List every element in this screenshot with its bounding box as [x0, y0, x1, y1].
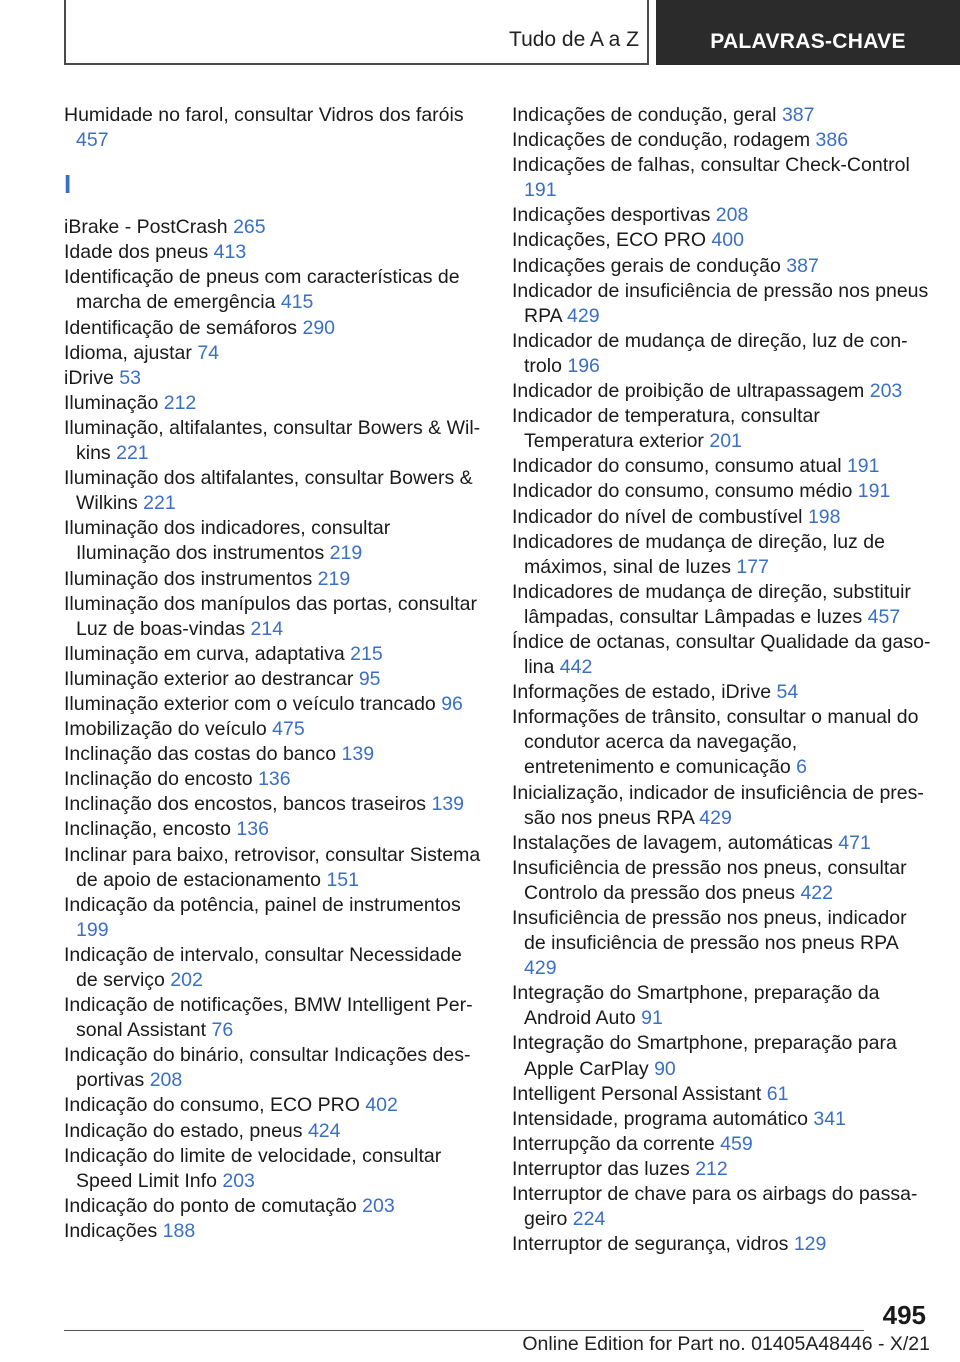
page-reference-link[interactable]: 402	[365, 1094, 398, 1117]
index-entry	[64, 516, 484, 566]
page-reference-link[interactable]: 413	[213, 241, 247, 264]
page-reference-link[interactable]: 196	[567, 354, 600, 377]
page-reference-link[interactable]: 387	[786, 254, 819, 277]
index-entry	[512, 781, 932, 831]
index-entry-text: iBrake - PostCrash	[64, 216, 228, 239]
page-reference-link[interactable]: 212	[695, 1157, 728, 1180]
index-entry	[64, 843, 484, 893]
index-entry-text: Inclinação das costas do banco	[64, 743, 337, 766]
index-entry	[64, 391, 484, 416]
index-entry	[64, 817, 484, 842]
index-entry	[64, 366, 484, 391]
page-reference-link[interactable]: 265	[233, 216, 266, 239]
index-entry-text: Indicador de mudança de direção, luz de controlo	[512, 329, 908, 377]
index-entry	[64, 1043, 484, 1093]
index-entry	[512, 1031, 932, 1081]
index-entry	[64, 1144, 484, 1194]
index-entry-text: Indicação do ponto de comutação	[64, 1194, 357, 1217]
index-entry	[512, 254, 932, 279]
page-reference-link[interactable]: 457	[76, 129, 109, 152]
page-reference-link[interactable]: 442	[559, 656, 593, 679]
page-reference-link[interactable]: 415	[280, 291, 314, 314]
index-entry-text: Interrupção da corrente	[512, 1132, 715, 1155]
index-entry	[512, 1157, 932, 1182]
index-entry-text: Imobilização do veículo	[64, 718, 267, 741]
page-reference-link[interactable]: 74	[197, 341, 220, 364]
page-reference-link[interactable]: 96	[441, 692, 463, 715]
page-reference-link[interactable]: 457	[867, 605, 901, 628]
page-reference-link[interactable]: 215	[350, 642, 383, 665]
index-entry	[64, 240, 484, 265]
index-entry	[512, 153, 932, 203]
index-entry-text: Indicadores de mudança de direção, luz de máximos, sinal de luzes	[512, 530, 885, 578]
page-reference-link[interactable]: 429	[524, 957, 557, 980]
page-reference-link[interactable]: 387	[781, 104, 815, 126]
index-entry-text: Iluminação dos manípulos das portas, consultar Luz de boas-vindas	[64, 592, 477, 640]
index-entry	[512, 831, 932, 856]
page-reference-link[interactable]: 177	[736, 555, 769, 578]
index-entry-text: Indicações, ECO PRO	[512, 229, 706, 252]
index-column-left	[64, 103, 484, 1244]
index-entry	[64, 943, 484, 993]
index-entry-text: Inicialização, indicador de insuficiência de pressão nos pneus RPA	[512, 781, 924, 829]
index-entry-text: Indicador do consumo, consumo médio	[512, 480, 853, 503]
index-entry-text: Indicador de temperatura, consultar Temperatura exterior	[512, 405, 820, 453]
page-reference-link[interactable]: 341	[813, 1107, 846, 1130]
index-entry-text: Indicador de proibição de ultrapassagem	[512, 380, 865, 403]
page-reference-link[interactable]: 76	[211, 1019, 234, 1042]
page-reference-link[interactable]: 151	[326, 868, 359, 891]
index-entry-text: Identificação de semáforos	[64, 316, 298, 339]
index-entry	[64, 667, 484, 692]
page-reference-link[interactable]: 61	[766, 1082, 789, 1105]
index-entry	[64, 567, 484, 592]
index-entry	[64, 341, 484, 366]
page-reference-link[interactable]: 214	[250, 617, 284, 640]
index-entry-text: Indicação da potência, painel de instrumentos	[64, 893, 461, 916]
page-reference-link[interactable]: 429	[699, 806, 732, 829]
index-entry-text: Intensidade, programa automático	[512, 1107, 808, 1130]
page-reference-link[interactable]: 191	[524, 179, 557, 202]
index-entry-text: Insuficiência de pressão nos pneus, indicador de insuficiência de pressão nos pneus RPA	[512, 907, 907, 955]
page-reference-link[interactable]: 400	[711, 229, 744, 252]
page-reference-link[interactable]: 459	[720, 1132, 753, 1155]
page-reference-link[interactable]: 53	[119, 366, 141, 389]
index-entry	[64, 1219, 484, 1244]
page-reference-link[interactable]: 139	[341, 743, 375, 766]
index-entry	[512, 379, 932, 404]
index-entry	[512, 505, 932, 530]
index-entry-text: Instalações de lavagem, automáticas	[512, 831, 833, 854]
index-entry-text: Indicação de intervalo, consultar Necessidade de serviço	[64, 943, 462, 991]
index-column-right	[512, 103, 932, 1257]
page-reference-link[interactable]: 221	[116, 442, 149, 465]
index-entry-text: Inclinação dos encostos, bancos traseiros	[64, 793, 427, 816]
page-reference-link[interactable]: 95	[358, 667, 381, 690]
index-entry	[512, 1232, 932, 1257]
index-entry	[512, 1082, 932, 1107]
index-entry	[64, 1194, 484, 1219]
index-entry-text: Identificação de pneus com características de marcha de emergência	[64, 266, 460, 314]
edition-footer: Online Edition for Part no. 01405A48446 - X/21	[522, 1333, 930, 1355]
index-entry-text: Indicador do consumo, consumo atual	[512, 455, 842, 478]
index-entry	[512, 705, 932, 780]
index-entry	[64, 717, 484, 742]
index-entry-text: Indicação do consumo, ECO PRO	[64, 1094, 360, 1117]
header-divider	[64, 0, 66, 64]
index-entry	[512, 279, 932, 329]
index-entry	[512, 530, 932, 580]
page-reference-link[interactable]: 208	[715, 204, 749, 227]
index-entry	[512, 1107, 932, 1132]
index-entry-text: Iluminação dos altifalantes, consultar Bowers & Wilkins	[64, 467, 473, 515]
index-entry-text: Indicação do binário, consultar Indicações desportivas	[64, 1044, 471, 1092]
page-reference-link[interactable]: 386	[815, 129, 849, 152]
index-entry-text: Interruptor de segurança, vidros	[512, 1233, 789, 1256]
page-reference-link[interactable]: 191	[846, 455, 880, 478]
index-entry-text: Indicações de condução, geral	[512, 104, 777, 126]
index-entry	[64, 767, 484, 792]
page-reference-link[interactable]: 136	[258, 768, 291, 791]
index-entry	[64, 316, 484, 341]
page-reference-link[interactable]: 203	[222, 1169, 255, 1192]
index-entry	[64, 215, 484, 240]
index-entry	[512, 404, 932, 454]
page-reference-link[interactable]: 199	[76, 918, 109, 941]
index-entry	[64, 466, 484, 516]
index-entry-text: Humidade no farol, consultar Vidros dos faróis	[64, 104, 464, 126]
index-entry	[64, 792, 484, 817]
index-entry-text: Indicador de insuficiência de pressão nos pneus RPA	[512, 279, 929, 327]
index-entry-text: Indicações	[64, 1219, 158, 1242]
index-entry	[512, 981, 932, 1031]
index-entry	[64, 592, 484, 642]
page-reference-link[interactable]: 6	[796, 756, 807, 779]
index-entry-text: Iluminação	[64, 391, 159, 414]
index-entry-text: Interruptor de chave para os airbags do passageiro	[512, 1183, 918, 1231]
index-entry-text: Inclinação, encosto	[64, 818, 231, 841]
index-entry	[512, 906, 932, 981]
index-entry	[64, 103, 484, 153]
index-entry	[64, 742, 484, 767]
index-entry-text: Informações de estado, iDrive	[512, 681, 772, 704]
page-reference-link[interactable]: 188	[162, 1219, 196, 1242]
page-reference-link[interactable]: 224	[572, 1208, 606, 1231]
index-entry-text: Iluminação exterior ao destrancar	[64, 667, 354, 690]
page-reference-link[interactable]: 424	[307, 1119, 341, 1142]
index-entry-text: Integração do Smartphone, preparação para Apple CarPlay	[512, 1032, 897, 1080]
page-reference-link[interactable]: 422	[800, 881, 833, 904]
index-entry-text: Idade dos pneus	[64, 241, 209, 264]
index-entry	[512, 203, 932, 228]
index-entry	[64, 893, 484, 943]
page-reference-link[interactable]: 429	[567, 304, 600, 327]
index-entry	[512, 128, 932, 153]
index-entry-text: Indicações gerais de condução	[512, 254, 781, 277]
index-entry	[512, 630, 932, 680]
index-entry-text: Indicador do nível de combustível	[512, 505, 803, 528]
header-divider	[647, 0, 649, 65]
index-entry-text: iDrive	[64, 366, 114, 389]
page-reference-link[interactable]: 219	[329, 542, 363, 565]
index-entry-text: Informações de trânsito, consultar o manual do condutor acerca da navegação, entretenimento e comunicação	[512, 706, 919, 779]
index-entry-text: Indicações desportivas	[512, 204, 711, 227]
page-reference-link[interactable]: 136	[236, 818, 269, 841]
index-entry	[512, 856, 932, 906]
footer-divider	[64, 1330, 864, 1331]
index-entry	[512, 228, 932, 253]
index-entry	[64, 265, 484, 315]
index-entry-text: Iluminação dos indicadores, consultar Iluminação dos instrumentos	[64, 517, 391, 565]
index-entry-text: Indicação do estado, pneus	[64, 1119, 303, 1142]
index-entry	[512, 1132, 932, 1157]
index-entry-text: Iluminação em curva, adaptativa	[64, 642, 345, 665]
index-entry-text: Interruptor das luzes	[512, 1157, 690, 1180]
index-entry-text: Iluminação dos instrumentos	[64, 567, 313, 590]
section-title: Tudo de A a Z	[509, 28, 639, 51]
index-entry-text: Intelligent Personal Assistant	[512, 1082, 762, 1105]
index-entry	[64, 1093, 484, 1118]
page-header	[64, 0, 960, 66]
index-entry-text: Idioma, ajustar	[64, 341, 192, 364]
page-reference-link[interactable]: 203	[362, 1194, 395, 1217]
page-reference-link[interactable]: 212	[163, 391, 197, 414]
index-entry	[512, 1182, 932, 1232]
index-entry	[64, 692, 484, 717]
page-reference-link[interactable]: 139	[431, 793, 465, 816]
page-reference-link[interactable]: 90	[654, 1057, 676, 1080]
index-entry-text: Inclinar para baixo, retrovisor, consultar Sistema de apoio de estacionamento	[64, 843, 481, 891]
index-entry	[64, 993, 484, 1043]
page-reference-link[interactable]: 203	[869, 380, 903, 403]
index-entry	[512, 580, 932, 630]
page-number: 495	[882, 1300, 926, 1330]
index-entry-text: Inclinação do encosto	[64, 768, 253, 791]
index-entry-text: Índice de octanas, consultar Qualidade da gasolina	[512, 630, 931, 679]
index-entry-text: Iluminação, altifalantes, consultar Bowers & Wilkins	[64, 416, 481, 465]
page-reference-link[interactable]: 202	[170, 969, 203, 991]
page-reference-link[interactable]: 475	[272, 718, 305, 741]
index-entry-text: Indicações de falhas, consultar Check-Control	[512, 154, 910, 177]
index-entry	[512, 329, 932, 379]
page-reference-link[interactable]: 471	[838, 831, 871, 854]
index-entry	[512, 680, 932, 705]
index-entry-text: Indicação do limite de velocidade, consultar Speed Limit Info	[64, 1144, 442, 1192]
index-entry-text: Indicação de notificações, BMW Intelligent Personal Assistant	[64, 994, 473, 1042]
index-entry-text: Integração do Smartphone, preparação da Android Auto	[512, 982, 880, 1030]
page-reference-link[interactable]: 201	[709, 430, 742, 453]
page-reference-link[interactable]: 54	[776, 681, 799, 704]
index-entry	[64, 416, 484, 466]
page-reference-link[interactable]: 191	[857, 480, 891, 503]
page-reference-link[interactable]: 91	[641, 1007, 663, 1030]
index-entry	[512, 454, 932, 479]
page-reference-link[interactable]: 219	[317, 567, 351, 590]
chapter-tab[interactable]: PALAVRAS-CHAVE	[656, 0, 960, 65]
index-entry	[64, 1119, 484, 1144]
index-entry	[512, 479, 932, 504]
page-reference-link[interactable]: 221	[143, 492, 176, 515]
header-divider	[64, 63, 649, 65]
page-reference-link[interactable]: 198	[807, 505, 841, 528]
index-letter-heading: I	[64, 169, 72, 200]
index-entry-text: Indicadores de mudança de direção, substituir lâmpadas, consultar Lâmpadas e luzes	[512, 580, 911, 628]
index-entry	[64, 642, 484, 667]
index-entry-text: Indicações de condução, rodagem	[512, 129, 811, 152]
page-reference-link[interactable]: 129	[793, 1233, 827, 1256]
page-reference-link[interactable]: 290	[302, 316, 336, 339]
index-entry	[512, 103, 932, 128]
index-entry-text: Insuficiência de pressão nos pneus, consultar Controlo da pressão dos pneus	[512, 856, 907, 904]
index-entry-text: Iluminação exterior com o veículo trancado	[64, 692, 436, 715]
page-reference-link[interactable]: 208	[149, 1069, 183, 1092]
